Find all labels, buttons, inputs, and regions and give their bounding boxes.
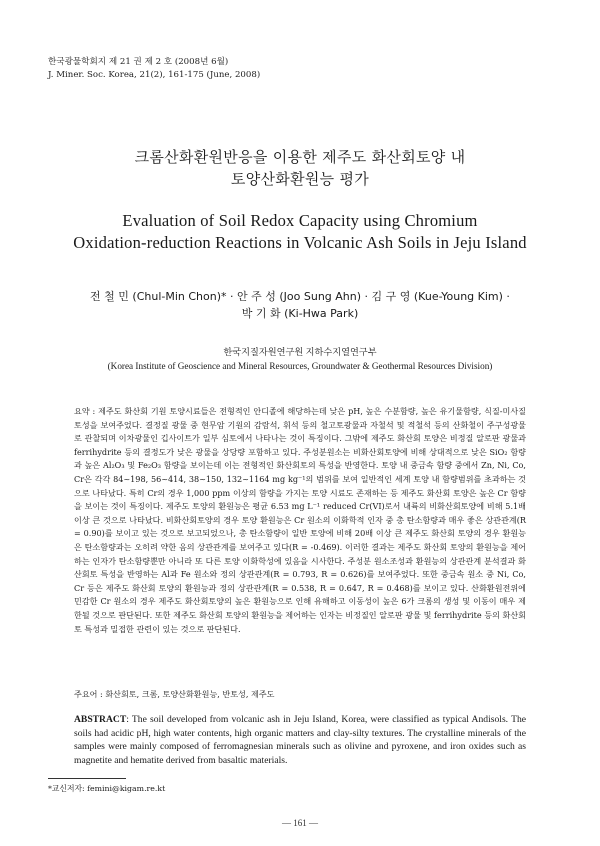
journal-line-en: J. Miner. Soc. Korea, 21(2), 161-175 (June, 2008) — [48, 70, 261, 80]
keywords: 주요어 : 화산회토, 크롬, 토양산화환원능, 반토성, 제주도 — [74, 689, 275, 699]
affiliation — [40, 345, 560, 373]
korean-title-line1: 크롬산화환원반응을 이용한 제주도 화산회토양 내 — [134, 148, 466, 166]
journal-header — [48, 56, 260, 82]
corresponding-author-footnote: *교신저자: femini@kigam.re.kt — [48, 784, 166, 793]
journal-line-ko: 한국광물학회지 제 21 권 제 2 호 (2008년 6월) — [48, 57, 229, 67]
author-line2: 박 기 화 (Ki-Hwa Park) — [241, 307, 359, 320]
affiliation-ko: 한국지질자원연구원 지하수지열연구부 — [223, 347, 377, 357]
korean-abstract: 요약 : 제주도 화산회 기원 토양시료들은 전형적인 안디졸에 해당하는데 낮은 pH, 높은 수분함량, 높은 유기물함량, 식질-미사질 토성을 보여주었다. 결정질 광물 중 현무암 기원의 감람석, 휘석 등의 철고토광물과 자철석 및 적철석 등의 산화철이 주구성광물로 관찰되며 이차광물인 깁사이트가 일부 심토에서 나타나는 것이 특징이다. 그밖에 제주도 화산회 토양은 비정질 알로판 광물과 ferrihydrite 등의 결정도가 낮은 광물을 상당량 포함하고 있다. 주성분원소는 비화산회토양에 비해 상대적으로 낮은 SiO₂ 함량과 높은 Al₂O₃ 및 Fe₂O₃ 함량을 보이는데 이는 전형적인 화산회토의 특성을 반영한다. 토양 내 중금속 함량 중에서 Zn, Ni, Co, Cr은 각각 84~198, 56~414, 38~150, 132~1164 mg kg⁻¹의 범위를 보여 일반적인 세계 토양 내 함량범위를 초과하는 것으로 나타났다. 특히 Cr의 경우 1,000 ppm 이상의 함량을 가지는 토양 시료도 존재하는 등 제주도 화산회 토양은 높은 Cr 함량을 보이는 것이 특징이다. 제주도 토양의 환원능은 평균 6.53 mg L⁻¹ reduced Cr(VI)로서 내륙의 비화산회토양에 비해 5.1배 이상 큰 것으로 나타났다. 비화산회토양의 경우 토양 환원능은 Cr 원소의 이화학적 인자 중 총 탄소함량과 매우 좋은 상관관계(R = 0.90)를 보이고 있는 것으로 보고되었으나, 총 탄소함량이 일반 토양에 비해 20배 이상 큰 제주도 화산회 토양의 경우 환원능은 탄소함량과는 오히려 약한 음의 상관관계를 보여주고 있다(R = -0.469). 이러한 결과는 제주도 화산회 토양의 환원능을 제어하는 인자가 탄소함량뿐만 아니라 또 다른 토양 이화학성에 있음을 시사한다. 주성분 원소조성과 환원능의 상관관계 분석결과 화산회토 특성을 반영하는 Al과 Fe 원소와 정의 상관관계(R = 0.793, R = 0.626)를 보여주었다. 또한 중금속 원소 중 Ni, Co, Cr 등은 제주도 화산회 토양의 환원능과 정의 상관관계(R = 0.538, R = 0.647, R = 0.468)를 보이고 있다. 산화환원전위에 민감한 Cr 원소의 경우 제주도 화산회토양의 높은 환원능으로 인해 유해하고 이동성이 높은 6가 크롬의 생성 및 이동이 매우 제한될 것으로 판단된다. 또한 제주도 화산회 토양의 환원능을 제어하는 인자는 비정질인 알로판 광물 및 ferrihydrite 등의 화산회토 특성과 밀접한 관련이 있는 것으로 판단된다. — [74, 406, 526, 634]
abstract-label: ABSTRACT — [74, 714, 127, 725]
abstract-text: : The soil developed from volcanic ash in Jeju Island, Korea, were classified as typical Andisols. The soils had acidic pH, high water contents, high organic matters and clay-silty textures. The crystalline minerals of the samples were mainly composed of ferromagnesian minerals such as olivine and pyroxene, and iron oxides such as magnetite and hematite derived from basaltic materials. — [74, 714, 526, 766]
english-abstract — [74, 713, 526, 767]
korean-title — [40, 146, 560, 190]
english-title-line1: Evaluation of Soil Redox Capacity using Chromium — [122, 211, 478, 230]
english-title-line2: Oxidation-reduction Reactions in Volcanic Ash Soils in Jeju Island — [73, 233, 527, 252]
page-number: — 161 — — [282, 818, 318, 828]
korean-title-line2: 토양산화환원능 평가 — [230, 170, 370, 188]
english-title — [30, 210, 570, 254]
author-line1: 전 철 민 (Chul-Min Chon)* · 안 주 성 (Joo Sung Ahn) · 김 구 영 (Kue-Young Kim) · — [90, 290, 510, 303]
footnote-divider — [48, 778, 126, 779]
author-list — [40, 288, 560, 322]
affiliation-en: (Korea Institute of Geoscience and Mineral Resources, Groundwater & Geothermal Resources Division) — [107, 361, 493, 371]
